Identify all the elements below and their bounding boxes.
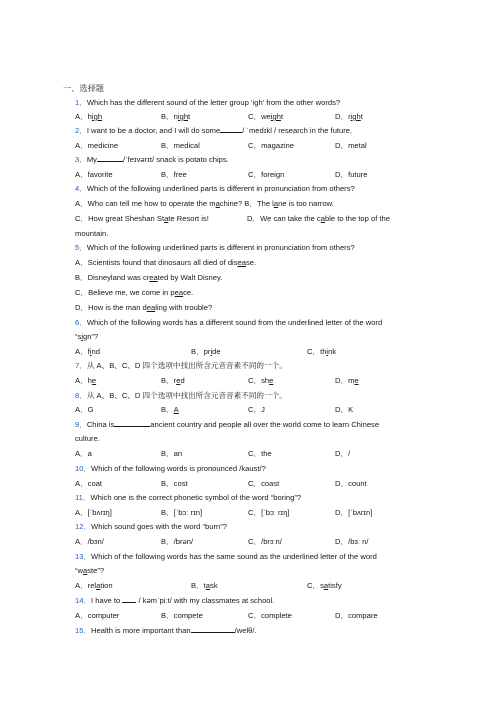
option-a[interactable]: A．a — [75, 449, 92, 458]
question-13-continuation: “waste”? — [75, 566, 105, 575]
option-c[interactable]: C．satisfy — [307, 581, 342, 590]
question-text: Which has the different sound of the letter group ‘igh’ from the other words? — [86, 98, 341, 107]
option-b[interactable]: B．medical — [161, 141, 200, 150]
question-text: My — [86, 155, 97, 164]
question-text: Which of the following words is pronounced /kaust/? — [91, 464, 266, 473]
option-d[interactable]: D．K — [335, 405, 354, 414]
option-d[interactable]: D．[ˈbʌrɪn] — [335, 508, 373, 517]
question-text: / kəmˈpiːt/ with my classmates at school. — [138, 596, 275, 605]
question-11 — [75, 493, 301, 503]
answer-blank[interactable] — [97, 161, 123, 162]
question-4-options-cd — [75, 214, 390, 224]
question-4 — [75, 184, 355, 194]
question-6-continuation: “sign”? — [75, 332, 99, 341]
question-text: /ˈfeɪvərɪt/ snack is potato chips. — [122, 155, 229, 164]
option-d[interactable]: D．me — [335, 376, 359, 385]
question-text: Which sound goes with the word “burn”? — [91, 522, 227, 531]
question-3 — [75, 155, 229, 165]
question-text: I have to — [91, 596, 121, 605]
option-b[interactable]: B．/brən/ — [161, 537, 194, 546]
question-text: Which of the following underlined parts is different in pronunciation from others? — [86, 184, 355, 193]
option-b[interactable]: B．red — [161, 376, 185, 385]
answer-blank[interactable] — [122, 602, 136, 603]
option-d[interactable]: D．future — [335, 170, 368, 179]
question-number: 10． — [75, 464, 92, 473]
option-b[interactable]: B．pride — [191, 347, 221, 356]
question-6 — [75, 318, 382, 328]
question-text: / ˈmedɪkl / research in the future. — [242, 126, 353, 135]
question-9-continuation: culture. — [75, 434, 100, 443]
option-b[interactable]: B．[ˈbɔː rɪn] — [161, 508, 203, 517]
option-d[interactable]: D．We can take the cable to the top of the — [247, 214, 390, 223]
option-a[interactable]: A．G — [75, 405, 94, 414]
option-b[interactable]: B．Disneyland was created by Walt Disney. — [75, 273, 223, 282]
question-number: 8． — [75, 391, 87, 400]
option-d[interactable]: D．How is the man dealing with trouble? — [75, 303, 213, 312]
option-a[interactable]: A．/bɜn/ — [75, 537, 104, 546]
question-number: 15． — [75, 626, 92, 635]
question-number: 1． — [75, 98, 87, 107]
question-text: I want to be a doctor, and I will do some — [86, 126, 221, 135]
option-a[interactable]: A．[ˈbʌrɪŋ] — [75, 508, 112, 517]
question-12 — [75, 522, 227, 532]
question-text: /welθ/. — [234, 626, 257, 635]
answer-blank[interactable] — [220, 132, 242, 133]
option-b[interactable]: B．compete — [161, 611, 203, 620]
question-number: 3． — [75, 155, 87, 164]
question-text: 从 A、B、C、D 四个选项中找出所含元音音素不同的一个。 — [86, 361, 287, 370]
option-a[interactable]: A．computer — [75, 611, 120, 620]
option-d[interactable]: D．compare — [335, 611, 378, 620]
question-text: Which of the following underlined parts is different in pronunciation from others? — [86, 243, 355, 252]
answer-blank[interactable] — [191, 632, 235, 633]
question-text: Health is more important than — [91, 626, 191, 635]
option-a[interactable]: A．relation — [75, 581, 113, 590]
question-8 — [75, 391, 287, 401]
option-c[interactable]: C．magazine — [248, 141, 295, 150]
question-number: 9． — [75, 420, 87, 429]
option-c[interactable]: C．the — [248, 449, 272, 458]
option-c[interactable]: C．J — [248, 405, 265, 414]
option-c[interactable]: C．Believe me, we come in peace. — [75, 288, 194, 297]
question-5 — [75, 243, 355, 253]
question-text: Which one is the correct phonetic symbol of the word “boring”? — [90, 493, 302, 502]
option-c[interactable]: C．complete — [248, 611, 292, 620]
question-number: 7． — [75, 361, 87, 370]
option-b[interactable]: B．free — [161, 170, 187, 179]
option-a[interactable]: A．Who can tell me how to operate the ma — [75, 199, 220, 208]
option-c[interactable]: C．she — [248, 376, 274, 385]
question-number: 12． — [75, 522, 92, 531]
question-number: 4． — [75, 184, 87, 193]
question-7 — [75, 361, 287, 371]
option-d[interactable]: D．/bɜː n/ — [335, 537, 369, 546]
option-a[interactable]: A．Scientists found that dinosaurs all died of disease. — [75, 258, 257, 267]
question-9 — [75, 420, 379, 430]
option-b[interactable]: B．A — [161, 405, 179, 414]
question-4-continuation: mountain. — [75, 229, 109, 238]
option-a[interactable]: A．find — [75, 347, 100, 356]
question-15 — [75, 626, 257, 636]
question-4-options-ab — [75, 199, 334, 209]
option-a[interactable]: A．high — [75, 112, 103, 121]
option-a[interactable]: A．coat — [75, 479, 103, 488]
option-c[interactable]: C．coast — [248, 479, 280, 488]
option-b[interactable]: B．task — [191, 581, 218, 590]
option-b[interactable]: B．cost — [161, 479, 188, 488]
question-13 — [75, 552, 377, 562]
question-number: 2． — [75, 126, 87, 135]
question-1 — [75, 98, 340, 108]
option-b[interactable]: B．night — [161, 112, 191, 121]
option-d[interactable]: D．metal — [335, 141, 367, 150]
option-c[interactable]: C．/brɜːn/ — [248, 537, 282, 546]
option-a[interactable]: A．he — [75, 376, 97, 385]
section-title: 一、选择题 — [63, 84, 104, 93]
option-c[interactable]: C．think — [307, 347, 337, 356]
question-number: 14． — [75, 596, 92, 605]
answer-blank[interactable] — [114, 426, 150, 427]
question-text: China is — [86, 420, 115, 429]
option-a[interactable]: A．medicine — [75, 141, 119, 150]
question-number: 5． — [75, 243, 87, 252]
option-d[interactable]: D．right — [335, 112, 363, 121]
option-c[interactable]: C．weight — [248, 112, 284, 121]
question-14 — [75, 596, 274, 606]
option-a[interactable]: A．favorite — [75, 170, 113, 179]
question-2 — [75, 126, 352, 136]
question-text: Which of the following words has the same sound as the underlined letter of the word — [91, 552, 377, 561]
option-d[interactable]: D．/ — [335, 449, 351, 458]
option-d[interactable]: D．count — [335, 479, 367, 488]
question-number: 11． — [75, 493, 91, 502]
question-number: 6． — [75, 318, 87, 327]
question-10 — [75, 464, 266, 474]
option-c[interactable]: C．[ˈbɔː rɪŋ] — [248, 508, 290, 517]
option-b[interactable]: B．an — [161, 449, 183, 458]
option-c[interactable]: C．foreign — [248, 170, 285, 179]
question-number: 13． — [75, 552, 92, 561]
question-text: ancient country and people all over the world come to learn Chinese — [150, 420, 380, 429]
question-text: Which of the following words has a different sound from the underlined letter of the word — [86, 318, 383, 327]
option-b[interactable]: chine? B．The lane is too narrow. — [219, 199, 334, 208]
option-c[interactable]: C．How great Sheshan State Resort is! — [75, 214, 209, 223]
question-text: 从 A、B、C、D 四个选项中找出所含元音音素不同的一个。 — [86, 391, 287, 400]
